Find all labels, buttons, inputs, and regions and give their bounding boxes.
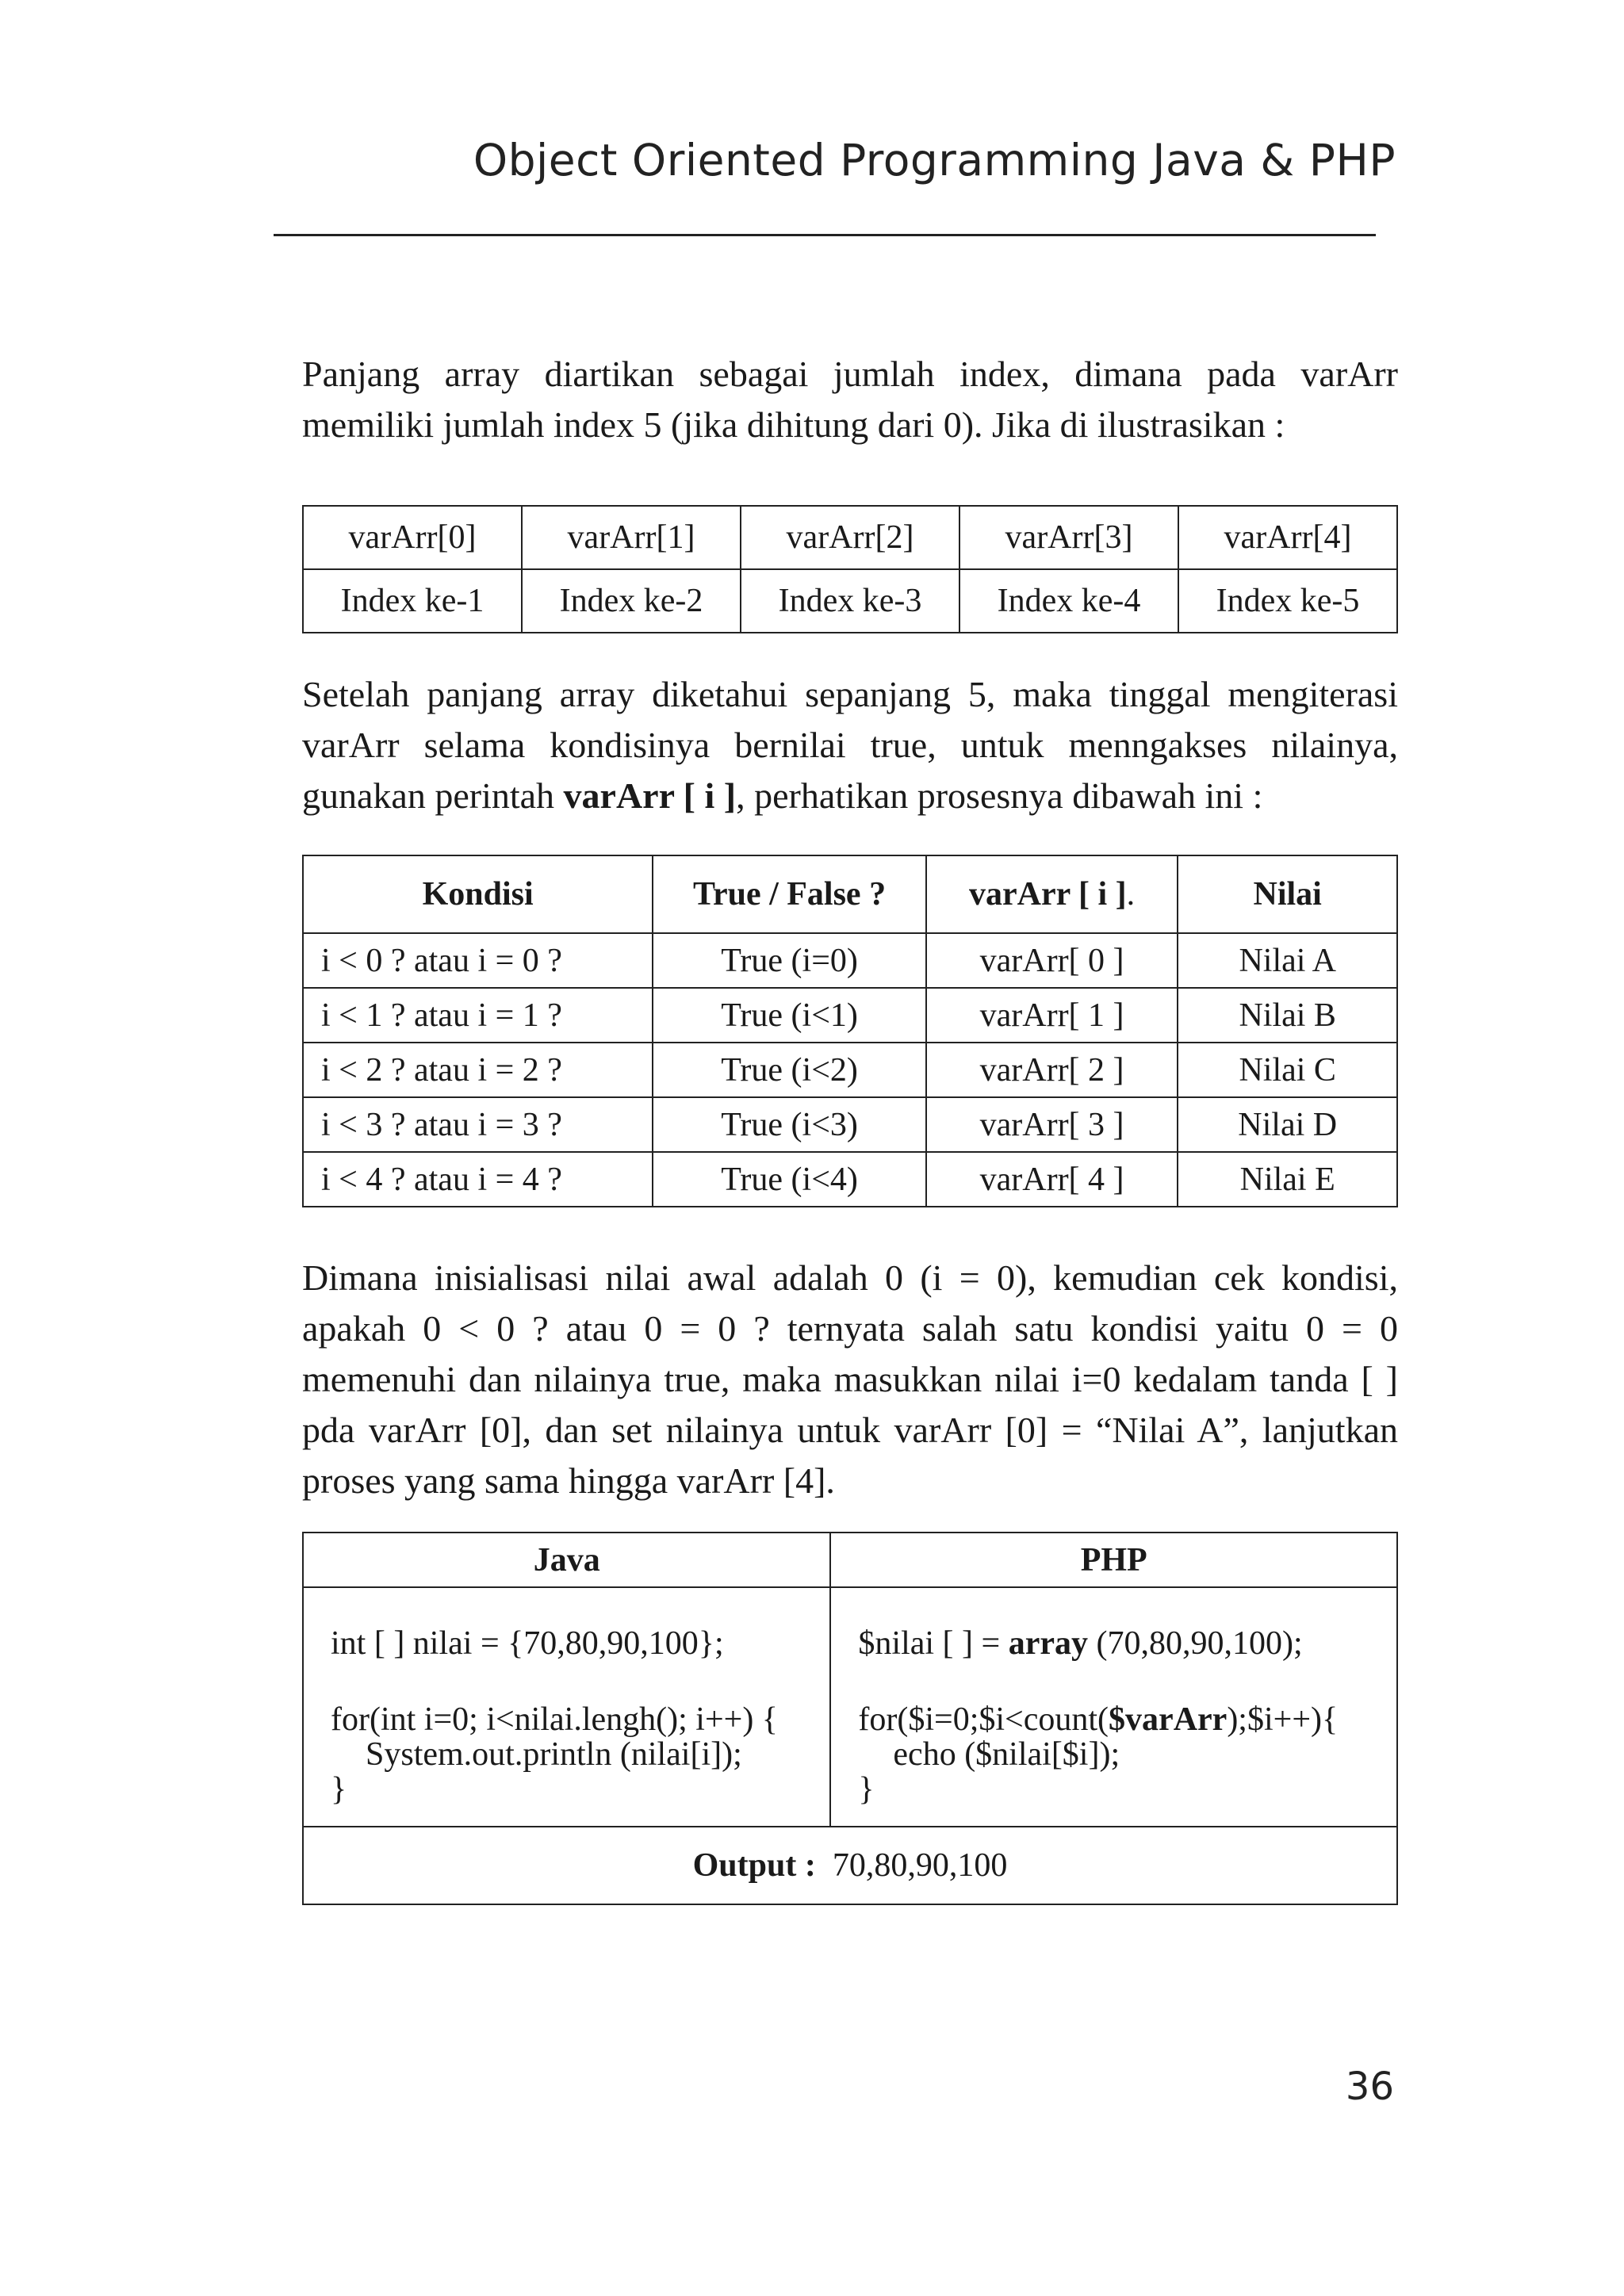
table-cell: varArr[ 2 ] bbox=[926, 1043, 1178, 1097]
table-cell: Nilai E bbox=[1178, 1152, 1397, 1207]
paragraph-explanation: Dimana inisialisasi nilai awal adalah 0 (i = 0), kemudian cek kondisi, apakah 0 < 0 ? atau 0 = 0 ? ternyata salah satu kondisi yaitu 0 = 0 memenuhi dan nilainya true, maka masukkan nilai i=0 kedalam tanda [ ] pda varArr [0], dan set nilainya untuk varArr [0] = “Nilai A”, lanjutkan proses yang sama hingga varArr [4]. bbox=[302, 1257, 1398, 1501]
table-header-row bbox=[303, 855, 1397, 933]
process-table bbox=[302, 855, 1398, 1207]
table-cell: Index ke-1 bbox=[303, 569, 522, 633]
column-header-nilai: Nilai bbox=[1178, 855, 1397, 933]
table-cell: Index ke-5 bbox=[1178, 569, 1397, 633]
table-cell: varArr[3] bbox=[959, 506, 1178, 569]
code-line bbox=[858, 1626, 1373, 1661]
table-row bbox=[303, 1043, 1397, 1097]
output-cell bbox=[303, 1827, 1397, 1904]
table-header-row bbox=[303, 1533, 1397, 1587]
table-cell: Nilai D bbox=[1178, 1097, 1397, 1152]
table-cell: Nilai B bbox=[1178, 988, 1397, 1043]
code-line: for(int i=0; i<nilai.lengh(); i++) { bbox=[331, 1701, 778, 1738]
java-code-block bbox=[303, 1587, 830, 1827]
table-cell: varArr[ 0 ] bbox=[926, 933, 1178, 988]
code-text: $nilai [ ] = bbox=[858, 1625, 1009, 1662]
output-label: Output : bbox=[692, 1847, 816, 1884]
table-cell: Index ke-2 bbox=[522, 569, 741, 633]
table-cell: varArr[1] bbox=[522, 506, 741, 569]
table-cell: varArr[0] bbox=[303, 506, 522, 569]
table-cell: i < 4 ? atau i = 4 ? bbox=[303, 1152, 653, 1207]
paragraph-text: Setelah panjang array diketahui sepanjang 5, maka tinggal mengiterasi varArr selama kondisinya bernilai true, untuk menngakses nilainya, gunakan perintah bbox=[302, 674, 1398, 816]
table-cell: True (i<3) bbox=[653, 1097, 925, 1152]
code-comparison-table bbox=[302, 1532, 1398, 1905]
table-cell: True (i<2) bbox=[653, 1043, 925, 1097]
code-line bbox=[858, 1702, 1373, 1737]
paragraph-text: , perhatikan prosesnya dibawah ini : bbox=[736, 775, 1263, 816]
table-cell: True (i=0) bbox=[653, 933, 925, 988]
table-cell: varArr[ 1 ] bbox=[926, 988, 1178, 1043]
table-row bbox=[303, 1152, 1397, 1207]
table-cell: i < 1 ? atau i = 1 ? bbox=[303, 988, 653, 1043]
table-row bbox=[303, 1587, 1397, 1827]
column-header-vararr bbox=[926, 855, 1178, 933]
code-line: echo ($nilai[$i]); bbox=[893, 1736, 1120, 1773]
table-row bbox=[303, 933, 1397, 988]
table-cell: i < 3 ? atau i = 3 ? bbox=[303, 1097, 653, 1152]
output-value: 70,80,90,100 bbox=[832, 1847, 1008, 1884]
code-line: } bbox=[858, 1771, 875, 1808]
paragraph-array-length: Panjang array diartikan sebagai jumlah index, dimana pada varArr memiliki jumlah index 5 (jika dihitung dari 0). Jika di ilustrasikan : bbox=[302, 354, 1398, 445]
table-row bbox=[303, 1097, 1397, 1152]
column-header-true-false: True / False ? bbox=[653, 855, 925, 933]
table-cell: Nilai A bbox=[1178, 933, 1397, 988]
table-cell: True (i<4) bbox=[653, 1152, 925, 1207]
table-cell: True (i<1) bbox=[653, 988, 925, 1043]
table-cell: varArr[ 4 ] bbox=[926, 1152, 1178, 1207]
paragraph-bold-code: varArr [ i ] bbox=[563, 775, 737, 816]
code-line: } bbox=[331, 1771, 347, 1808]
code-text: );$i++){ bbox=[1227, 1701, 1339, 1738]
table-cell: varArr[4] bbox=[1178, 506, 1397, 569]
column-header-suffix: . bbox=[1126, 876, 1136, 913]
running-header-title: Object Oriented Programming Java & PHP bbox=[473, 135, 1396, 186]
column-header-java: Java bbox=[303, 1533, 830, 1587]
table-cell: varArr[ 3 ] bbox=[926, 1097, 1178, 1152]
table-row bbox=[303, 506, 1397, 569]
table-cell: Index ke-4 bbox=[959, 569, 1178, 633]
table-cell: i < 2 ? atau i = 2 ? bbox=[303, 1043, 653, 1097]
header-rule bbox=[274, 234, 1376, 236]
table-cell: Index ke-3 bbox=[741, 569, 959, 633]
php-code-block bbox=[830, 1587, 1397, 1827]
table-row bbox=[303, 569, 1397, 633]
table-row bbox=[303, 1827, 1397, 1904]
code-text: (70,80,90,100); bbox=[1088, 1625, 1303, 1662]
code-line: int [ ] nilai = {70,80,90,100}; bbox=[331, 1625, 724, 1662]
code-keyword: $varArr bbox=[1109, 1701, 1228, 1738]
column-header-text: varArr [ i ] bbox=[969, 876, 1127, 913]
code-keyword: array bbox=[1008, 1625, 1089, 1662]
table-cell: varArr[2] bbox=[741, 506, 959, 569]
column-header-php: PHP bbox=[830, 1533, 1397, 1587]
code-text: for($i=0;$i<count( bbox=[858, 1701, 1109, 1738]
paragraph-iteration bbox=[302, 669, 1398, 821]
table-cell: i < 0 ? atau i = 0 ? bbox=[303, 933, 653, 988]
index-illustration-table bbox=[302, 505, 1398, 633]
column-header-kondisi: Kondisi bbox=[303, 855, 653, 933]
code-line: System.out.println (nilai[i]); bbox=[366, 1736, 742, 1773]
table-row bbox=[303, 988, 1397, 1043]
page-number: 36 bbox=[1345, 2064, 1394, 2109]
table-cell: Nilai C bbox=[1178, 1043, 1397, 1097]
